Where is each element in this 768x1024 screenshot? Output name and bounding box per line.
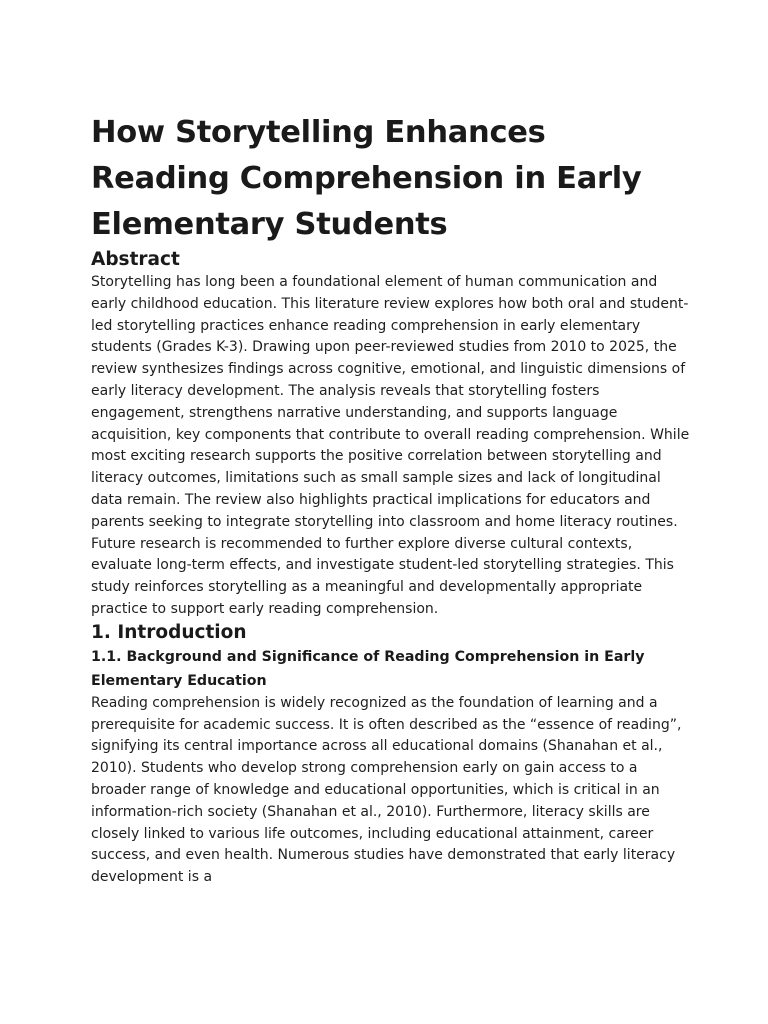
- abstract-paragraph: Storytelling has long been a foundational element of human communication and early childhood education. This literature review explores how both oral and student-led storytelling practices enhance reading comprehension in early elementary students (Grades K-3). Drawing upon peer-reviewed studies from 2010 to 2025, the review synthesizes findings across cognitive, emotional, and linguistic dimensions of early literacy development. The analysis reveals that storytelling fosters engagement, strengthens narrative understanding, and supports language acquisition, key components that contribute to overall reading comprehension. While most exciting research supports the positive correlation between storytelling and literacy outcomes, limitations such as small sample sizes and lack of longitudinal data remain. The review also highlights practical implications for educators and parents seeking to integrate storytelling into classroom and home literacy routines. Future research is recommended to further explore diverse cultural contexts, evaluate long-term effects, and investigate student-led storytelling strategies. This study reinforces storytelling as a meaningful and developmentally appropriate practice to support early reading comprehension.: [91, 274, 690, 617]
- introduction-heading: 1. Introduction: [91, 621, 247, 643]
- abstract-heading: Abstract: [91, 249, 180, 270]
- document-page: [91, 110, 691, 889]
- introduction-paragraph: Reading comprehension is widely recognized as the foundation of learning and a prerequisite for academic success. It is often described as the “essence of reading”, signifying its central importance across all educational domains (Shanahan et al., 2010). Students who develop strong comprehension early on gain access to a broader range of knowledge and educational opportunities, which is critical in an information-rich society (Shanahan et al., 2010). Furthermore, literacy skills are closely linked to various life outcomes, including educational attainment, career success, and even health. Numerous studies have demonstrated that early literacy development is a: [91, 694, 682, 886]
- background-subsection-heading: 1.1. Background and Significance of Reading Comprehension in Early Elementary Education: [91, 648, 645, 689]
- page-title: How Storytelling Enhances Reading Comprehension in Early Elementary Students: [91, 115, 642, 242]
